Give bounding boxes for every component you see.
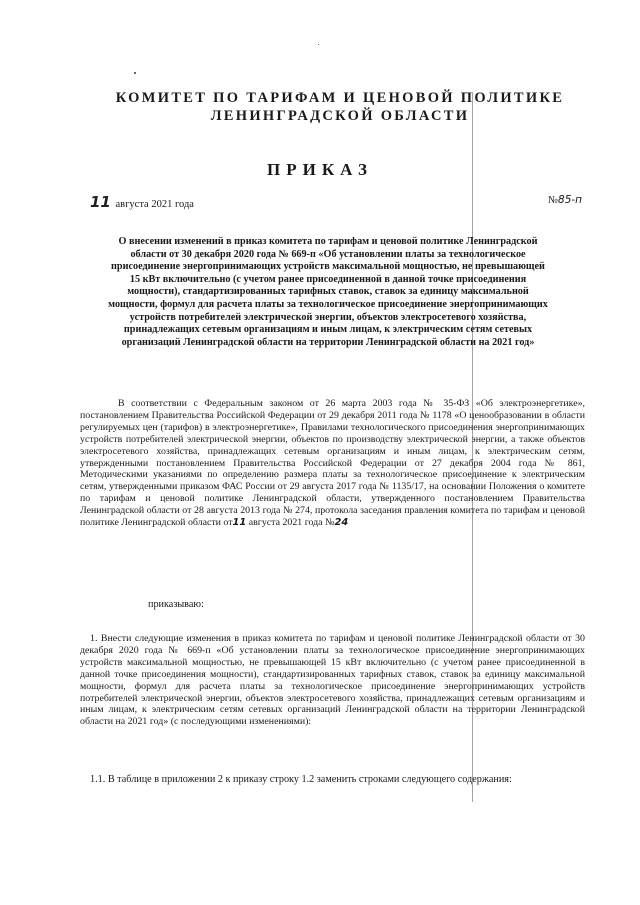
clause-1-1: 1.1. В таблице в приложении 2 к приказу строку 1.2 заменить строками следующего содержания: xyxy=(90,774,512,785)
clause-1: 1. Внести следующие изменения в приказ комитета по тарифам и ценовой политике Ленинградской области от 30 декабря 2020 года № 669-п «Об установлении платы за технологическое присоединение энергопринимающих устройств максимальной мощностью, не превышающей 15 кВт включительно (с учетом ранее присоединенной в данной точке присоединения мощности), стандартизированных тарифных ставок, ставок за единицу максимальной мощности, формул для расчета платы за технологическое присоединение энергопринимающих устройств потребителей электрической энергии, объектов электросетевого хозяйства, принадлежащих сетевым организациям и иным лицам, к электрическим сетям сетевых организаций Ленинградской области на территории Ленинградской области на 2021 год» (с последующими изменениями): xyxy=(80,633,585,728)
document-type-title: ПРИКАЗ xyxy=(267,160,373,179)
committee-name-line1: КОМИТЕТ ПО ТАРИФАМ И ЦЕНОВОЙ ПОЛИТИКЕ xyxy=(115,90,565,106)
committee-name-line2: ЛЕНИНГРАДСКОЙ ОБЛАСТИ xyxy=(210,108,470,124)
handwritten-protocol-number: 24 xyxy=(334,517,349,529)
order-subject: О внесении изменений в приказ комитета по тарифам и ценовой политике Ленинградской области от 30 декабря 2020 года № 669-п «Об установлении платы за технологическое присоединение энергопринимающих устройств максимальной мощностью, не превышающей 15 кВт включительно (с учетом ранее присоединенной в данной точке присоединения мощности), стандартизированных тарифных ставок, ставок за единицу максимальной мощности, формул для расчета платы за технологическое присоединение энергопринимающих устройств потребителей электрической энергии, объектов электросетевого хозяйства, принадлежащих сетевым организациям и иным лицам, к электрическим сетям сетевых организаций Ленинградской области на территории Ленинградской области на 2021 год» xyxy=(108,236,548,348)
handwritten-number: 85-п xyxy=(558,194,583,206)
scan-speck xyxy=(134,72,136,74)
date-text: августа 2021 года xyxy=(115,199,194,210)
scan-speck xyxy=(318,44,319,45)
preamble-paragraph xyxy=(80,398,585,529)
handwritten-day: 11 xyxy=(90,193,111,211)
preamble-text: В соответствии с Федеральным законом от 26 марта 2003 года № 35-ФЗ «Об электроэнергетике», постановлением Правительства Российской Федерации от 29 декабря 2011 года № 1178 «О ценообразовании в области регулируемых цен (тарифов) в электроэнергетике», Правилами технологического присоединения энергопринимающих устройств потребителей электрической энергии, объектов по производству электрической энергии, а также объектов электросетевого хозяйства, принадлежащих сетевым организациям и иным лицам, к электрическим сетям, утвержденными постановлением Правительства Российской Федерации от 27 декабря 2004 года № 861, Методическими указаниями по определению размера платы за технологическое присоединение к электрическим сетям, утвержденными приказом ФАС России от 29 августа 2017 года № 1135/17, на основании Положения о комитете по тарифам и ценовой политике Ленинградской области, утвержденного постановлением Правительства Ленинградской области от 28 августа 2013 года № 274, протокола заседания правления комитета по тарифам и ценовой политике Ленинградской области от xyxy=(80,398,585,529)
handwritten-protocol-day: 11 xyxy=(232,517,247,529)
protocol-date-text: августа 2021 года № xyxy=(248,517,335,529)
number-sign: № xyxy=(548,195,559,206)
order-word: приказываю: xyxy=(148,599,204,610)
order-date xyxy=(90,193,194,211)
order-number xyxy=(548,194,582,206)
